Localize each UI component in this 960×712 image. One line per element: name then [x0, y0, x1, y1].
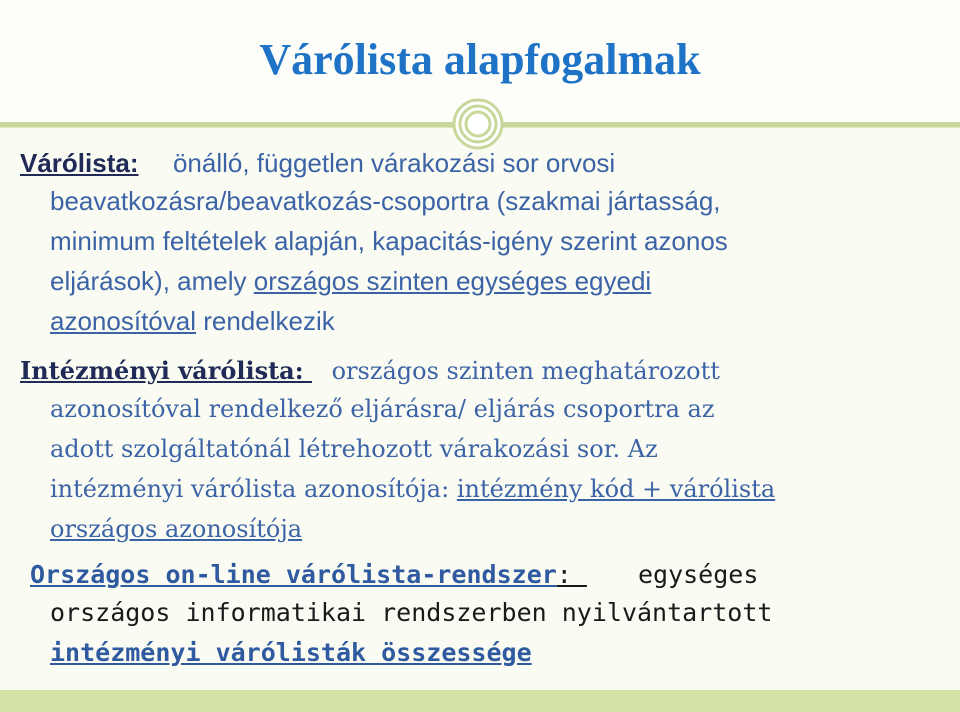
term-intezmenyi-varolista: Intézményi várólista: — [20, 356, 312, 385]
term-online-varolista-rendszer: Országos on-line várólista-rendszer — [30, 560, 557, 589]
varolista-text-5: rendelkezik — [195, 306, 335, 336]
intezmenyi-line-2: azonosítóval rendelkező eljárásra/ eljárás csoportra az — [50, 395, 715, 423]
rendszer-line-2: országos informatikai rendszerben nyilvántartott — [50, 598, 773, 627]
intezmenyi-text-4-underlined: intézmény kód + várólista — [456, 475, 776, 503]
varolista-line-3: minimum feltételek alapján, kapacitás-igény szerint azonos — [50, 226, 728, 256]
intezmenyi-line-5 — [50, 517, 302, 541]
rendszer-line-3 — [50, 640, 532, 665]
footer-band — [0, 690, 960, 712]
varolista-line-1 — [20, 150, 615, 176]
varolista-line-2: beavatkozásra/beavatkozás-csoportra (szakmai jártasság, — [50, 186, 721, 216]
term-colon: : — [556, 560, 587, 589]
varolista-line-5 — [50, 308, 335, 334]
page-title: Várólista alapfogalmak — [259, 35, 701, 84]
varolista-text-1: önálló, független várakozási sor orvosi — [172, 148, 616, 178]
intezmenyi-line-4 — [50, 477, 775, 501]
rendszer-text-3: intézményi várólisták összessége — [50, 638, 532, 667]
intezmenyi-text-4: intézményi várólista azonosítója: — [50, 475, 457, 503]
intezmenyi-text-5-underlined: országos azonosítója — [50, 515, 303, 543]
intezmenyi-text-1: országos szinten meghatározott — [331, 357, 720, 385]
term-varolista: Várólista: — [20, 148, 139, 178]
varolista-text-5-underlined: azonosítóval — [50, 306, 196, 336]
varolista-text-4: eljárások), amely — [50, 266, 254, 296]
intezmenyi-line-1 — [20, 356, 720, 385]
rendszer-line-1 — [30, 562, 758, 587]
rendszer-text-1: egységes — [637, 560, 759, 589]
intezmenyi-line-3: adott szolgáltatónál létrehozott várakozási sor. Az — [50, 435, 658, 463]
varolista-text-4-underlined: országos szinten egységes egyedi — [253, 266, 652, 296]
varolista-line-4 — [50, 268, 651, 294]
